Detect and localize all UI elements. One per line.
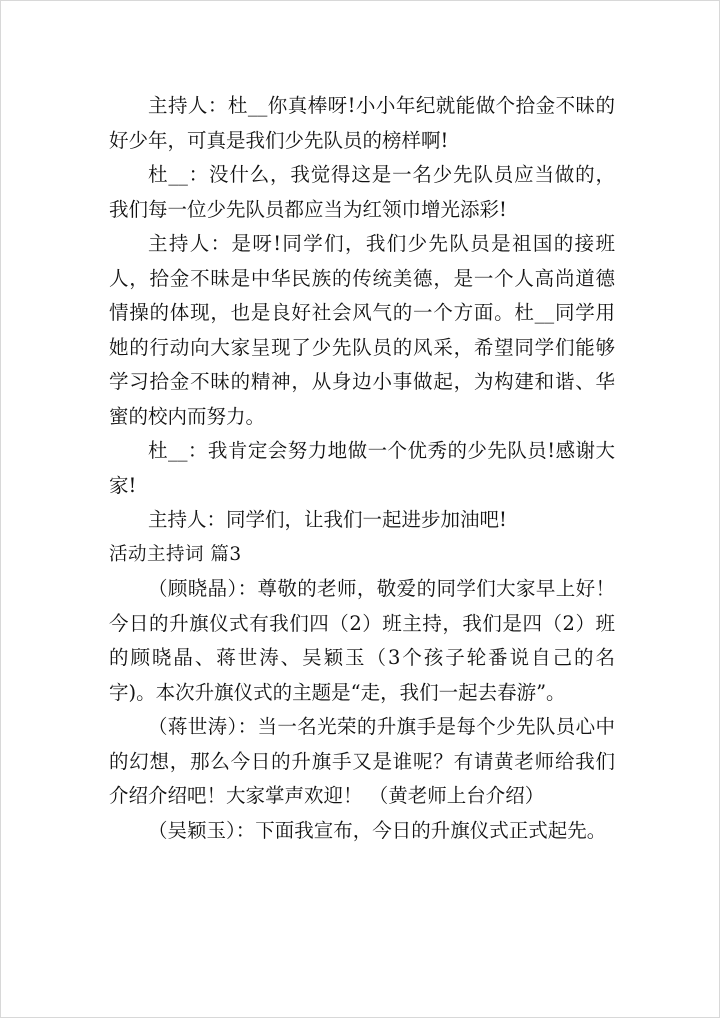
document-body — [109, 89, 615, 848]
paragraph-du-reply: 杜__：没什么，我觉得这是一名少先队员应当做的，我们每一位少先队员都应当为红领巾增光添彩! — [109, 163, 615, 221]
paragraph-host-speech: 主持人：是呀!同学们，我们少先队员是祖国的接班人，拾金不昧是中华民族的传统美德，是一个人高尚道德情操的体现，也是良好社会风气的一个方面。杜__同学用她的行动向大家呈现了少先队员的风采，希望同学们能够学习拾金不昧的精神，从身边小事做起，为构建和谐、华蜜的校内而努力。 — [109, 232, 615, 428]
paragraph-gu-xiaojing: （顾晓晶）：尊敬的老师，敬爱的同学们大家早上好！今日的升旗仪式有我们四（2）班主持，我们是四（2）班的顾晓晶、蒋世涛、吴颖玉（3个孩子轮番说自己的名字)。本次升旗仪式的主题是“走，我们一起去春游”。 — [109, 577, 615, 704]
paragraph-du-promise: 杜__：我肯定会努力地做一个优秀的少先队员!感谢大家! — [109, 439, 615, 497]
section-heading: 活动主持词 篇3 — [109, 543, 242, 565]
paragraph-jiang-shitao: （蒋世涛）：当一名光荣的升旗手是每个少先队员心中的幻想，那么今日的升旗手又是谁呢？有请黄老师给我们介绍介绍吧！大家掌声欢迎！ （黄老师上台介绍） — [109, 715, 615, 807]
paragraph-host-closing: 主持人：同学们，让我们一起进步加油吧! — [148, 508, 507, 531]
paragraph-wu-yingyu: （吴颖玉）：下面我宣布，今日的升旗仪式正式起先。 — [148, 818, 607, 842]
paragraph-host-praise: 主持人：杜__你真棒呀!小小年纪就能做个拾金不昧的好少年，可真是我们少先队员的榜样啊! — [109, 94, 615, 152]
